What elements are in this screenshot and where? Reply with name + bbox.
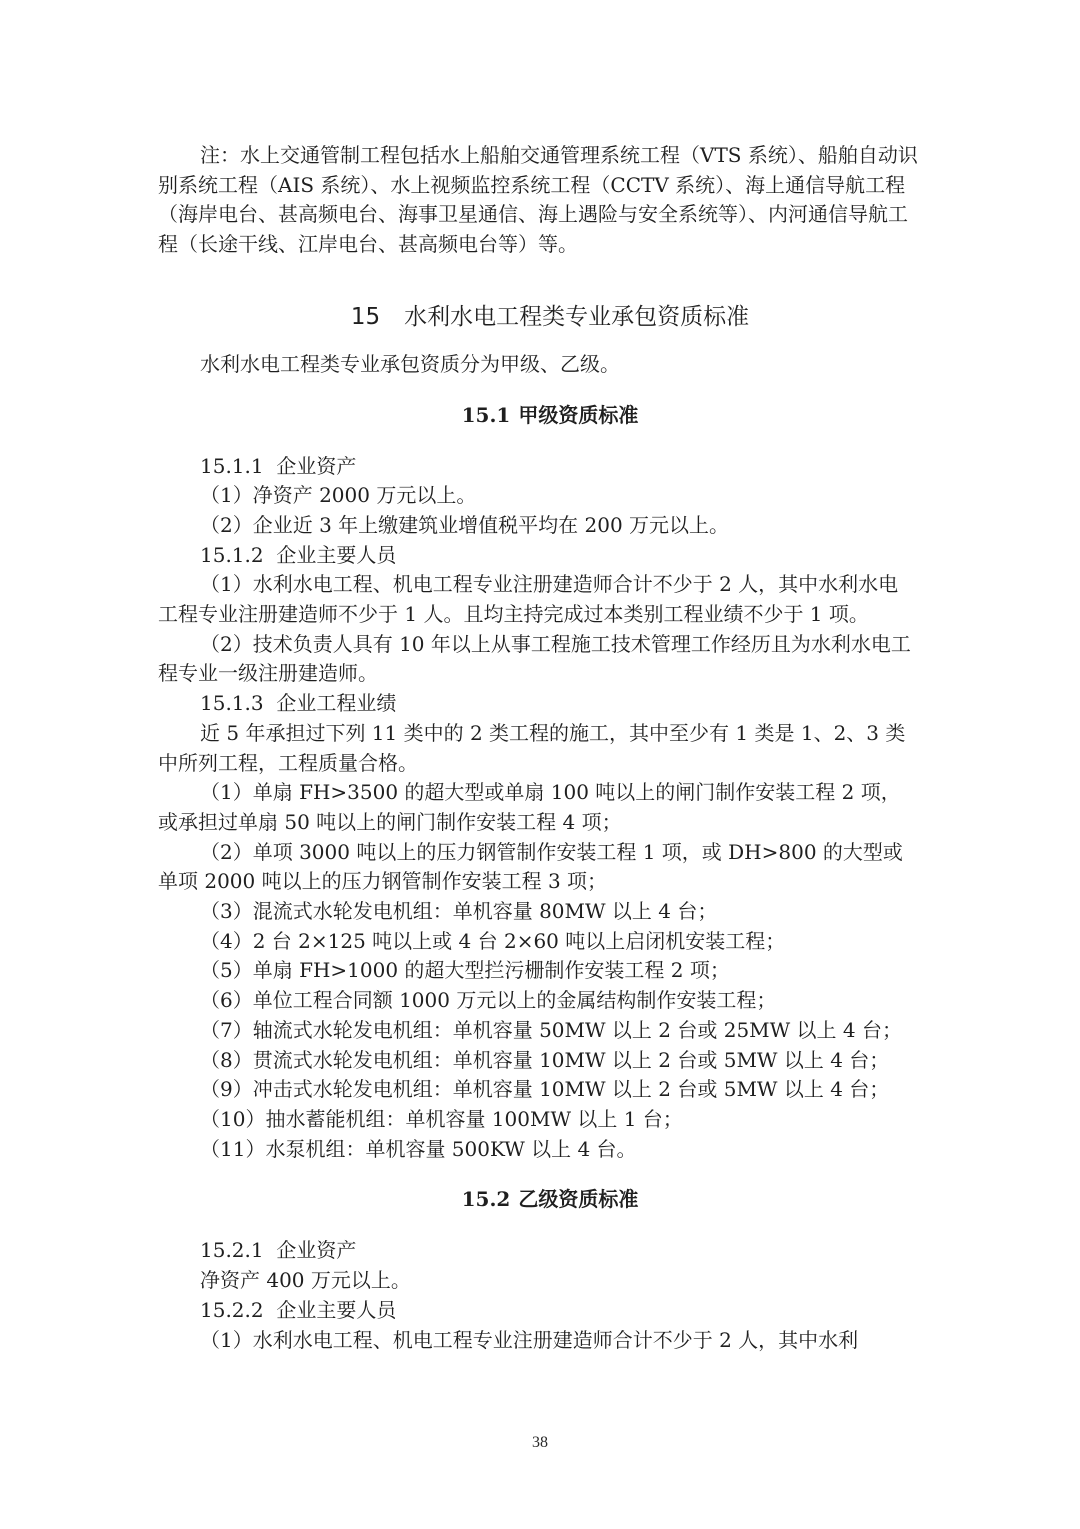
section-15-1-heading xyxy=(170,400,930,430)
section-15-heading xyxy=(170,300,930,334)
paragraph: （1）水利水电工程、机电工程专业注册建造师合计不少于 2 人，其中水利 xyxy=(200,1327,859,1352)
section-15-title: 水利水电工程类专业承包资质标准 xyxy=(404,303,750,330)
page-content xyxy=(158,141,918,1355)
paragraph: （9）冲击式水轮发电机组：单机容量 10MW 以上 2 台或 5MW 以上 4 台； xyxy=(200,1077,890,1102)
paragraph: （1）水利水电工程、机电工程专业注册建造师合计不少于 2 人，其中水利水电工程专业注册建造师不少于 1 人。且均主持完成过本类别工程业绩不少于 1 项。 xyxy=(158,572,899,627)
section-15-1-title: 甲级资质标准 xyxy=(518,402,639,427)
paragraph: （10）抽水蓄能机组：单机容量 100MW 以上 1 台； xyxy=(200,1106,683,1131)
paragraph: （6）单位工程合同额 1000 万元以上的金属结构制作安装工程； xyxy=(200,988,777,1013)
paragraph: （5）单扇 FH>1000 的超大型拦污栅制作安装工程 2 项； xyxy=(200,958,730,983)
paragraph: 15.1.2 企业主要人员 xyxy=(200,542,397,567)
page-number: 38 xyxy=(532,1434,548,1451)
paragraph: （2）企业近 3 年上缴建筑业增值税平均在 200 万元以上。 xyxy=(200,512,730,537)
section-15-2-title: 乙级资质标准 xyxy=(518,1187,639,1212)
paragraph: （3）混流式水轮发电机组：单机容量 80MW 以上 4 台； xyxy=(200,899,718,924)
paragraph: （8）贯流式水轮发电机组：单机容量 10MW 以上 2 台或 5MW 以上 4 台； xyxy=(200,1047,890,1072)
section-15-number: 15 xyxy=(350,303,381,330)
paragraph: （2）技术负责人具有 10 年以上从事工程施工技术管理工作经历且为水利水电工程专业一级注册建造师。 xyxy=(158,631,911,686)
paragraph: 15.1.3 企业工程业绩 xyxy=(200,691,397,716)
paragraph: （2）单项 3000 吨以上的压力钢管制作安装工程 1 项，或 DH>800 的大型或单项 2000 吨以上的压力钢管制作安装工程 3 项； xyxy=(158,839,903,894)
section-15-2-heading xyxy=(170,1184,930,1214)
paragraph: 15.1.1 企业资产 xyxy=(200,453,357,478)
paragraph: （1）单扇 FH>3500 的超大型或单扇 100 吨以上的闸门制作安装工程 2 项，或承担过单扇 50 吨以上的闸门制作安装工程 4 项； xyxy=(158,780,901,834)
note-paragraph: 注：水上交通管制工程包括水上船舶交通管理系统工程（VTS 系统）、船舶自动识别系统工程（AIS 系统）、水上视频监控系统工程（CCTV 系统）、海上通信导航工程（海岸电台、甚高频电台、海事卫星通信、海上遇险与安全系统等）、内河通信导航工程（长途干线、江岸电台、甚高频电台等）等。 xyxy=(158,143,918,257)
paragraph: （4）2 台 2×125 吨以上或 4 台 2×60 吨以上启闭机安装工程； xyxy=(200,928,786,953)
paragraph: 近 5 年承担过下列 11 类中的 2 类工程的施工，其中至少有 1 类是 1、2、3 类中所列工程，工程质量合格。 xyxy=(158,720,906,775)
paragraph: （7）轴流式水轮发电机组：单机容量 50MW 以上 2 台或 25MW 以上 4 台； xyxy=(200,1017,903,1042)
section-15-2-number: 15.2 xyxy=(461,1187,511,1212)
paragraph: 15.2.2 企业主要人员 xyxy=(200,1297,397,1322)
paragraph: （1）净资产 2000 万元以上。 xyxy=(200,483,477,508)
section-15-intro: 水利水电工程类专业承包资质分为甲级、乙级。 xyxy=(200,351,620,376)
section-15-1-number: 15.1 xyxy=(461,402,511,427)
paragraph: 净资产 400 万元以上。 xyxy=(200,1268,411,1293)
paragraph: （11）水泵机组：单机容量 500KW 以上 4 台。 xyxy=(200,1136,637,1161)
paragraph: 15.2.1 企业资产 xyxy=(200,1238,357,1263)
